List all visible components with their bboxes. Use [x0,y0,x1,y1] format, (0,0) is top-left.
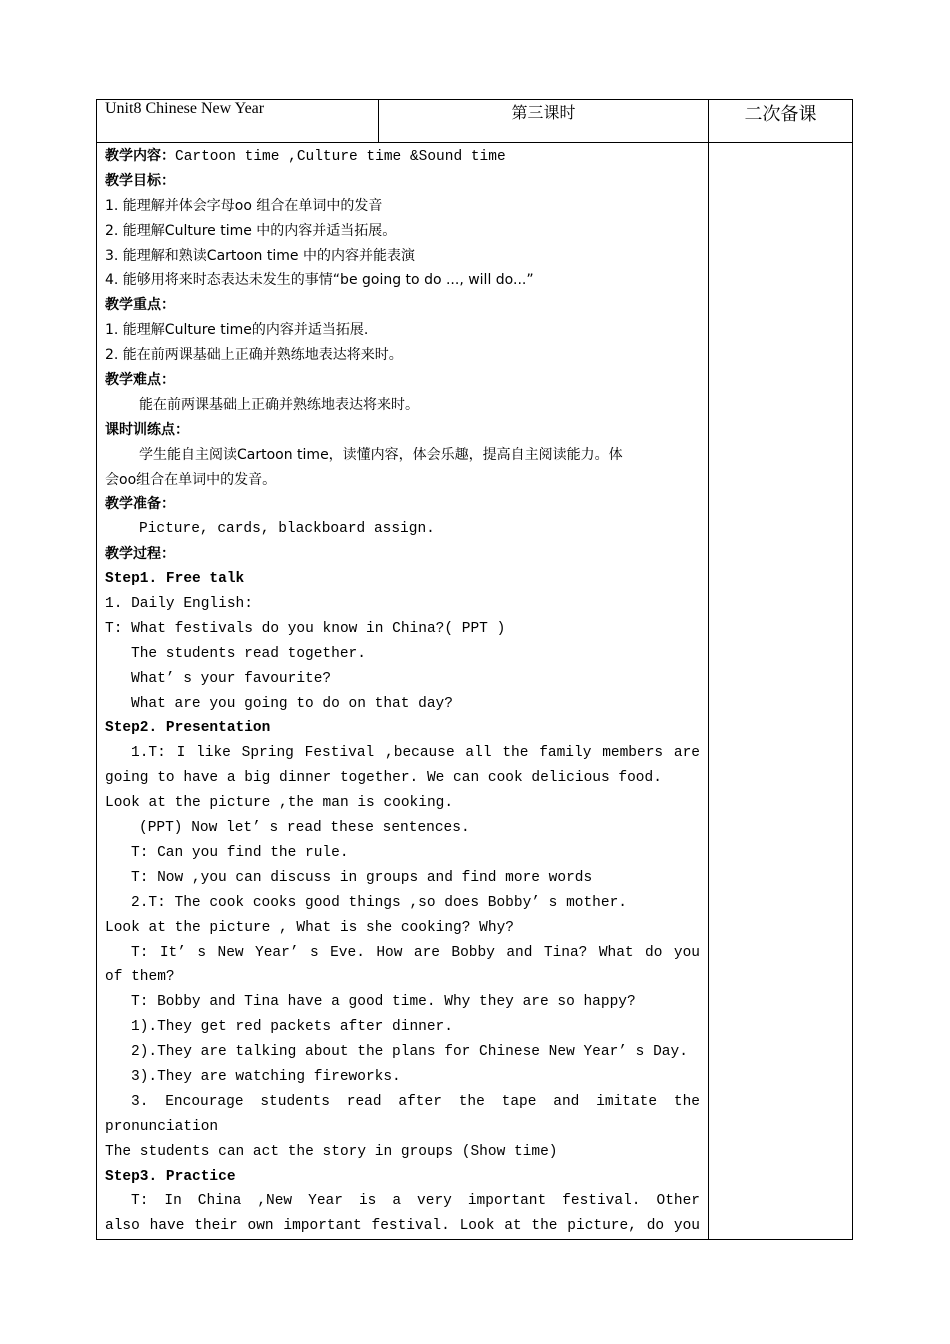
lesson-number: 第三课时 [379,100,709,143]
section-heading: 教学目标： [105,172,175,189]
content-line: T: Can you find the rule. [131,844,349,861]
content-line: also have their own important festival. Look at the picture, do you [105,1218,700,1235]
lesson-plan-table [96,99,853,1240]
content-line: 3. 能理解和熟读Cartoon time 中的内容并能表演 [105,247,415,264]
content-line: of them? [105,969,175,986]
content-line: 2. 能理解Culture time 中的内容并适当拓展。 [105,222,397,239]
content-line: 能在前两课基础上正确并熟练地表达将来时。 [139,396,419,413]
header-row [97,100,853,143]
content-line: 1. Daily English: [105,596,253,613]
content-line: The students read together. [131,645,366,662]
content-line: T: In China ,New Year is a very important festival. Other [131,1193,700,1210]
content-line: 1. 能理解并体会字母oo 组合在单词中的发音 [105,197,383,214]
content-line: 1).They get red packets after dinner. [131,1019,453,1036]
section-heading: 课时训练点： [105,421,189,438]
content-row [97,143,853,1240]
second-preparation-header: 二次备课 [709,100,853,143]
content-line: What’ s your favourite? [131,670,332,687]
content-line: 1.T: I like Spring Festival ,because all the family members are [131,745,700,762]
content-line: going to have a big dinner together. We can cook delicious food. [105,770,662,787]
section-heading: 教学过程： [105,546,175,563]
content-line: T: Now ,you can discuss in groups and find more words [131,869,593,886]
content-line: 1. 能理解Culture time的内容并适当拓展. [105,322,369,339]
content-line: 会oo组合在单词中的发音。 [105,471,277,488]
content-line: T: It’ s New Year’ s Eve. How are Bobby and Tina? What do you [131,944,700,961]
second-preparation-notes-cell [709,143,853,1240]
unit-title: Unit8 Chinese New Year [97,100,379,143]
content-line: The students can act the story in groups (Show time) [105,1143,558,1160]
section-heading: 教学准备： [105,496,175,513]
content-line: T: Bobby and Tina have a good time. Why they are so happy? [131,994,636,1011]
content-line: Look at the picture ,the man is cooking. [105,795,454,812]
section-heading: 教学难点： [105,372,175,389]
lesson-content [105,143,700,1239]
content-line: 4. 能够用将来时态表达未发生的事情“be going to do ..., will do...” [105,272,534,289]
content-line: 3).They are watching fireworks. [131,1068,401,1085]
step-heading: Step3. Practice [105,1168,236,1185]
content-line: 学生能自主阅读Cartoon time，读懂内容，体会乐趣，提高自主阅读能力。体 [139,446,623,463]
content-line: T: What festivals do you know in China?( PPT ) [105,620,506,637]
content-line: 2.T: The cook cooks good things ,so does Bobby’ s mother. [131,894,627,911]
content-line: 2. 能在前两课基础上正确并熟练地表达将来时。 [105,347,403,364]
section-heading: 教学重点： [105,297,175,314]
step-heading: Step1. Free talk [105,571,245,588]
content-line: (PPT) Now let’ s read these sentences. [139,820,470,837]
content-line: What are you going to do on that day? [131,695,453,712]
content-line: Picture, cards, blackboard assign. [139,521,435,538]
step-heading: Step2. Presentation [105,720,271,737]
content-line: 2).They are talking about the plans for Chinese New Year’ s Day. [131,1044,688,1061]
content-line: 教学内容：Cartoon time ,Culture time &Sound time [105,148,506,165]
content-line: 3. Encourage students read after the tape and imitate the [131,1093,700,1110]
content-line: pronunciation [105,1118,219,1135]
content-line: Look at the picture , What is she cooking? Why? [105,919,514,936]
lesson-content-cell [97,143,709,1240]
